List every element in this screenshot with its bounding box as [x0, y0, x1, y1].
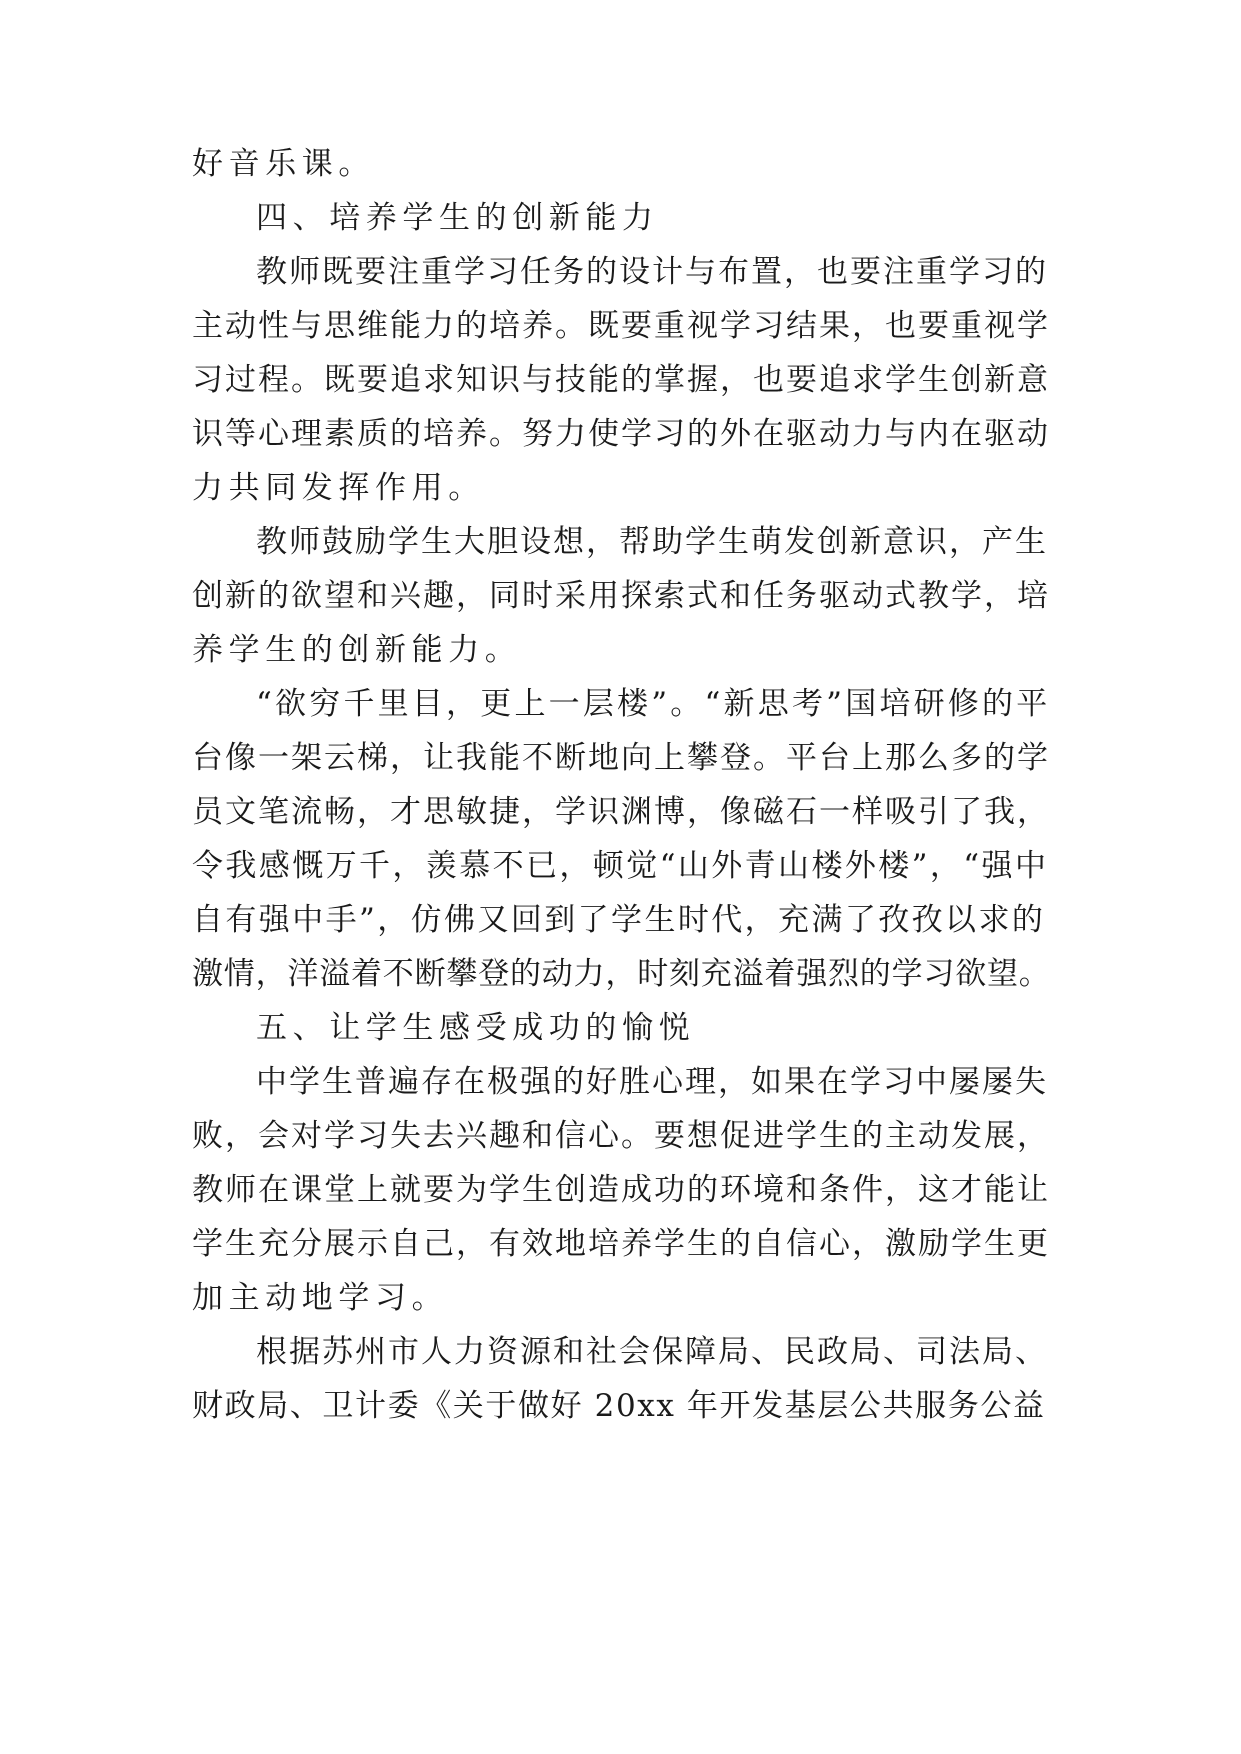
paragraph-line: 识等心理素质的培养。努力使学习的外在驱动力与内在驱动 — [192, 416, 1050, 452]
paragraph-line: 中学生普遍存在极强的好胜心理，如果在学习中屡屡失 — [256, 1064, 1048, 1100]
paragraph-line: 教师在课堂上就要为学生创造成功的环境和条件，这才能让 — [192, 1172, 1050, 1208]
paragraph-line: 学生充分展示自己，有效地培养学生的自信心，激励学生更 — [192, 1226, 1050, 1262]
paragraph-line: 主动性与思维能力的培养。既要重视学习结果，也要重视学 — [192, 308, 1050, 344]
paragraph-line: 好音乐课。 — [192, 146, 375, 182]
paragraph-line: “欲穷千里目，更上一层楼”。“新思考”国培研修的平 — [256, 686, 1051, 722]
paragraph-line: 根据苏州市人力资源和社会保障局、民政局、司法局、 — [256, 1334, 1048, 1370]
paragraph-line: 财政局、卫计委《关于做好 20xx 年开发基层公共服务公益 — [192, 1388, 1046, 1424]
section-heading-4: 四、培养学生的创新能力 — [256, 200, 659, 236]
paragraph-line: 自有强中手”，仿佛又回到了学生时代，充满了孜孜以求的 — [192, 902, 1046, 938]
paragraph-line: 创新的欲望和兴趣，同时采用探索式和任务驱动式教学，培 — [192, 578, 1050, 614]
paragraph-line: 养学生的创新能力。 — [192, 632, 522, 668]
paragraph-line: 败，会对学习失去兴趣和信心。要想促进学生的主动发展， — [192, 1118, 1050, 1154]
paragraph-line: 员文笔流畅，才思敏捷，学识渊博，像磁石一样吸引了我， — [192, 794, 1050, 830]
paragraph-line: 激情，洋溢着不断攀登的动力，时刻充溢着强烈的学习欲望。 — [192, 956, 1051, 992]
paragraph-line: 加主动地学习。 — [192, 1280, 449, 1316]
section-heading-5: 五、让学生感受成功的愉悦 — [256, 1010, 696, 1046]
paragraph-line: 力共同发挥作用。 — [192, 470, 485, 506]
paragraph-line: 教师鼓励学生大胆设想，帮助学生萌发创新意识，产生 — [256, 524, 1048, 560]
paragraph-line: 台像一架云梯，让我能不断地向上攀登。平台上那么多的学 — [192, 740, 1050, 776]
paragraph-line: 教师既要注重学习任务的设计与布置，也要注重学习的 — [256, 254, 1048, 290]
paragraph-line: 令我感慨万千，羡慕不已，顿觉“山外青山楼外楼”，“强中 — [192, 848, 1049, 884]
paragraph-line: 习过程。既要追求知识与技能的掌握，也要追求学生创新意 — [192, 362, 1050, 398]
